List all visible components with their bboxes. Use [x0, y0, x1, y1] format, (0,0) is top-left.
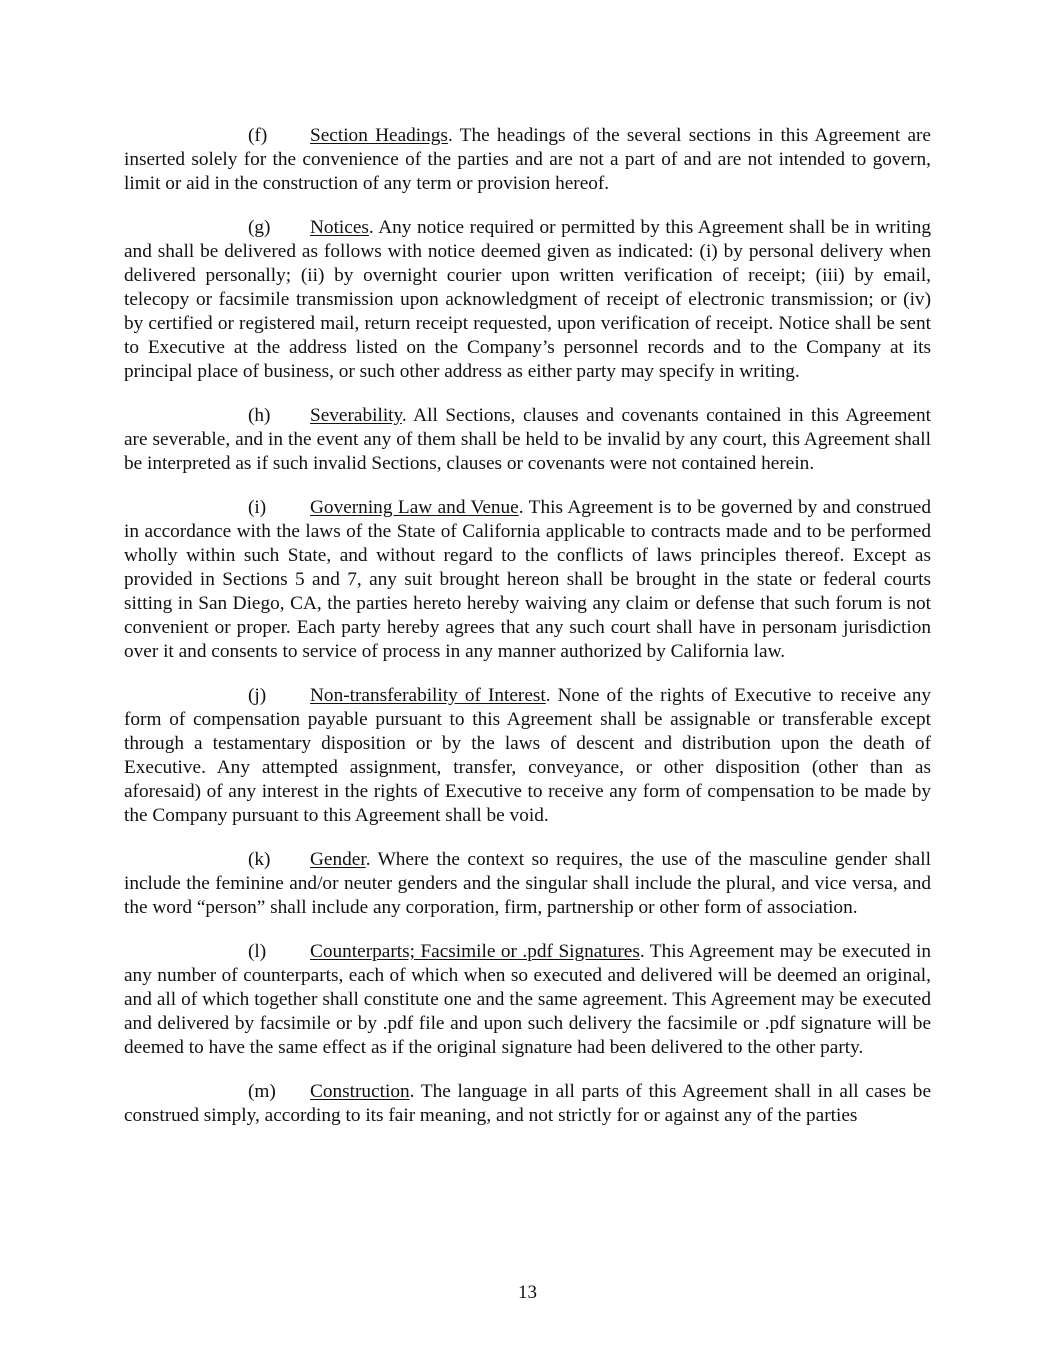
- section-number: (g): [248, 217, 271, 238]
- section-text: . The headings of the several sections in this Agreement are inserted solely for the convenience of the parties and are not a part of and are not intended to govern, limit or aid in the construction of any term or provision hereof.: [124, 125, 931, 194]
- section-number: (j): [248, 685, 267, 706]
- section-f: [124, 124, 931, 196]
- section-text: . This Agreement may be executed in any number of counterparts, each of which when so executed and delivered will be deemed an original, and all of which together shall constitute one and the same agreement. This Agreement may be executed and delivered by facsimile or by .pdf file and upon such delivery the facsimile or .pdf signature will be deemed to have the same effect as if the original signature had been delivered to the other party.: [124, 941, 931, 1058]
- section-text: . None of the rights of Executive to receive any form of compensation payable pursuant to this Agreement shall be assignable or transferable except through a testamentary disposition or by the laws of descent and distribution upon the death of Executive. Any attempted assignment, transfer, conveyance, or other disposition (other than as aforesaid) of any interest in the rights of Executive to receive any form of compensation to be made by the Company pursuant to this Agreement shall be void.: [124, 685, 932, 826]
- section-h: [124, 404, 931, 476]
- section-heading: Counterparts; Facsimile or .pdf Signatures: [310, 941, 640, 962]
- section-text: . Any notice required or permitted by this Agreement shall be in writing and shall be delivered as follows with notice deemed given as indicated: (i) by personal delivery when delivered personally; (ii) by overnight courier upon written verification of receipt; (iii) by email, telecopy or facsimile transmission upon acknowledgment of receipt of electronic transmission; or (iv) by certified or registered mail, return receipt requested, upon verification of receipt. Notice shall be sent to Executive at the address listed on the Company’s personnel records and to the Company at its principal place of business, or such other address as either party may specify in writing.: [124, 217, 931, 382]
- section-heading: Non-transferability of Interest: [310, 685, 546, 706]
- document-body: [124, 124, 931, 1148]
- section-number: (l): [248, 941, 267, 962]
- section-i: [124, 496, 931, 664]
- section-heading: Notices: [310, 217, 369, 238]
- section-heading: Severability: [310, 405, 402, 426]
- section-k: [124, 848, 931, 920]
- section-heading: Governing Law and Venue: [310, 497, 519, 518]
- section-number: (h): [248, 405, 271, 426]
- section-m: [124, 1080, 931, 1128]
- page-number: 13: [518, 1282, 537, 1303]
- section-text: . This Agreement is to be governed by and construed in accordance with the laws of the State of California applicable to contracts made and to be performed wholly within such State, and without regard to the conflicts of laws principles thereof. Except as provided in Sections 5 and 7, any suit brought hereon shall be brought in the state or federal courts sitting in San Diego, CA, the parties hereto hereby waiving any claim or defense that such forum is not convenient or proper. Each party hereby agrees that any such court shall have in personam jurisdiction over it and consents to service of process in any manner authorized by California law.: [124, 497, 931, 662]
- section-heading: Construction: [310, 1081, 410, 1102]
- section-l: [124, 940, 931, 1060]
- section-text: . Where the context so requires, the use of the masculine gender shall include the feminine and/or neuter genders and the singular shall include the plural, and vice versa, and the word “person” shall include any corporation, firm, partnership or other form of association.: [124, 849, 931, 918]
- section-heading: Gender: [310, 849, 366, 870]
- section-text: . All Sections, clauses and covenants contained in this Agreement are severable, and in the event any of them shall be held to be invalid by any court, this Agreement shall be interpreted as if such invalid Sections, clauses or covenants were not contained herein.: [124, 405, 931, 474]
- section-number: (m): [248, 1081, 276, 1102]
- section-j: [124, 684, 931, 828]
- section-text: . The language in all parts of this Agreement shall in all cases be construed simply, according to its fair meaning, and not strictly for or against any of the parties: [124, 1081, 931, 1126]
- section-number: (i): [248, 497, 267, 518]
- section-number: (f): [248, 125, 268, 146]
- section-heading: Section Headings: [310, 125, 448, 146]
- section-g: [124, 216, 931, 384]
- section-number: (k): [248, 849, 271, 870]
